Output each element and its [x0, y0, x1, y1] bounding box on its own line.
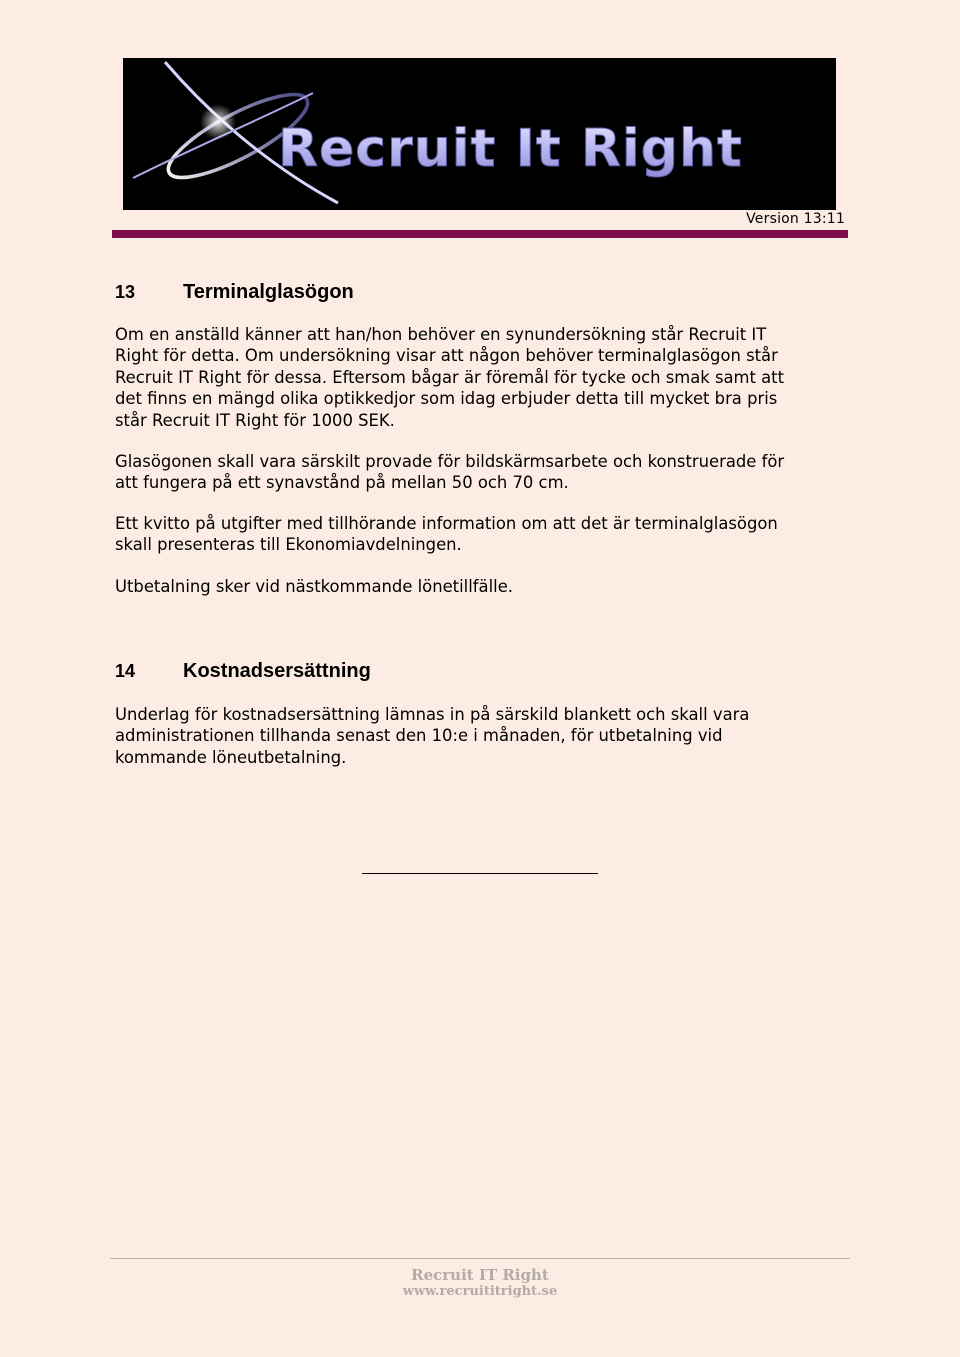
section-14-heading [115, 660, 371, 683]
logo-wordmark: Recruit It Right [278, 119, 743, 179]
text-line: skall presenteras till Ekonomiavdelningen. [115, 535, 462, 555]
logo-glow [200, 104, 236, 140]
logo-graphic [123, 58, 836, 210]
text-line: Underlag för kostnadsersättning lämnas in på särskild blankett och skall vara [115, 705, 750, 724]
section-13-paragraph-4 [115, 576, 850, 597]
text-line: står Recruit IT Right för 1000 SEK. [115, 410, 395, 430]
section-13-paragraph-1 [115, 324, 850, 431]
footer-company-name: Recruit IT Right [411, 1266, 549, 1284]
section-14-paragraph-1 [115, 704, 850, 768]
text-line: administrationen tillhanda senast den 10:e i månaden, för utbetalning vid [115, 726, 723, 746]
document-version: Version 13:11 [746, 211, 845, 227]
signature-line [362, 873, 598, 874]
text-line: Om en anställd känner att han/hon behöver en synundersökning står Recruit IT [115, 325, 767, 344]
footer-divider [110, 1258, 850, 1259]
section-title: Kostnadsersättning [183, 660, 371, 682]
text-line: Recruit IT Right för dessa. Eftersom bågar är föremål för tycke och smak samt att [115, 367, 785, 387]
text-line: det finns en mängd olika optikkedjor som idag erbjuder detta till mycket bra pris [115, 389, 778, 409]
text-line: Utbetalning sker vid nästkommande lönetillfälle. [115, 577, 513, 596]
text-line: Right för detta. Om undersökning visar att någon behöver terminalglasögon står [115, 346, 778, 366]
section-number: 14 [115, 661, 136, 681]
text-line: att fungera på ett synavstånd på mellan 50 och 70 cm. [115, 473, 569, 493]
company-logo-banner [123, 58, 836, 210]
text-line: Glasögonen skall vara särskilt provade för bildskärmsarbete och konstruerade för [115, 452, 785, 471]
section-number: 13 [115, 282, 136, 302]
section-13-heading [115, 281, 354, 304]
header-divider-bar [112, 230, 848, 238]
text-line: Ett kvitto på utgifter med tillhörande information om att det är terminalglasögon [115, 514, 778, 533]
section-13-paragraph-2 [115, 451, 850, 494]
section-13-paragraph-3 [115, 513, 850, 556]
section-title: Terminalglasögon [183, 281, 354, 303]
text-line: kommande löneutbetalning. [115, 747, 347, 767]
footer-website: www.recruititright.se [402, 1284, 558, 1299]
